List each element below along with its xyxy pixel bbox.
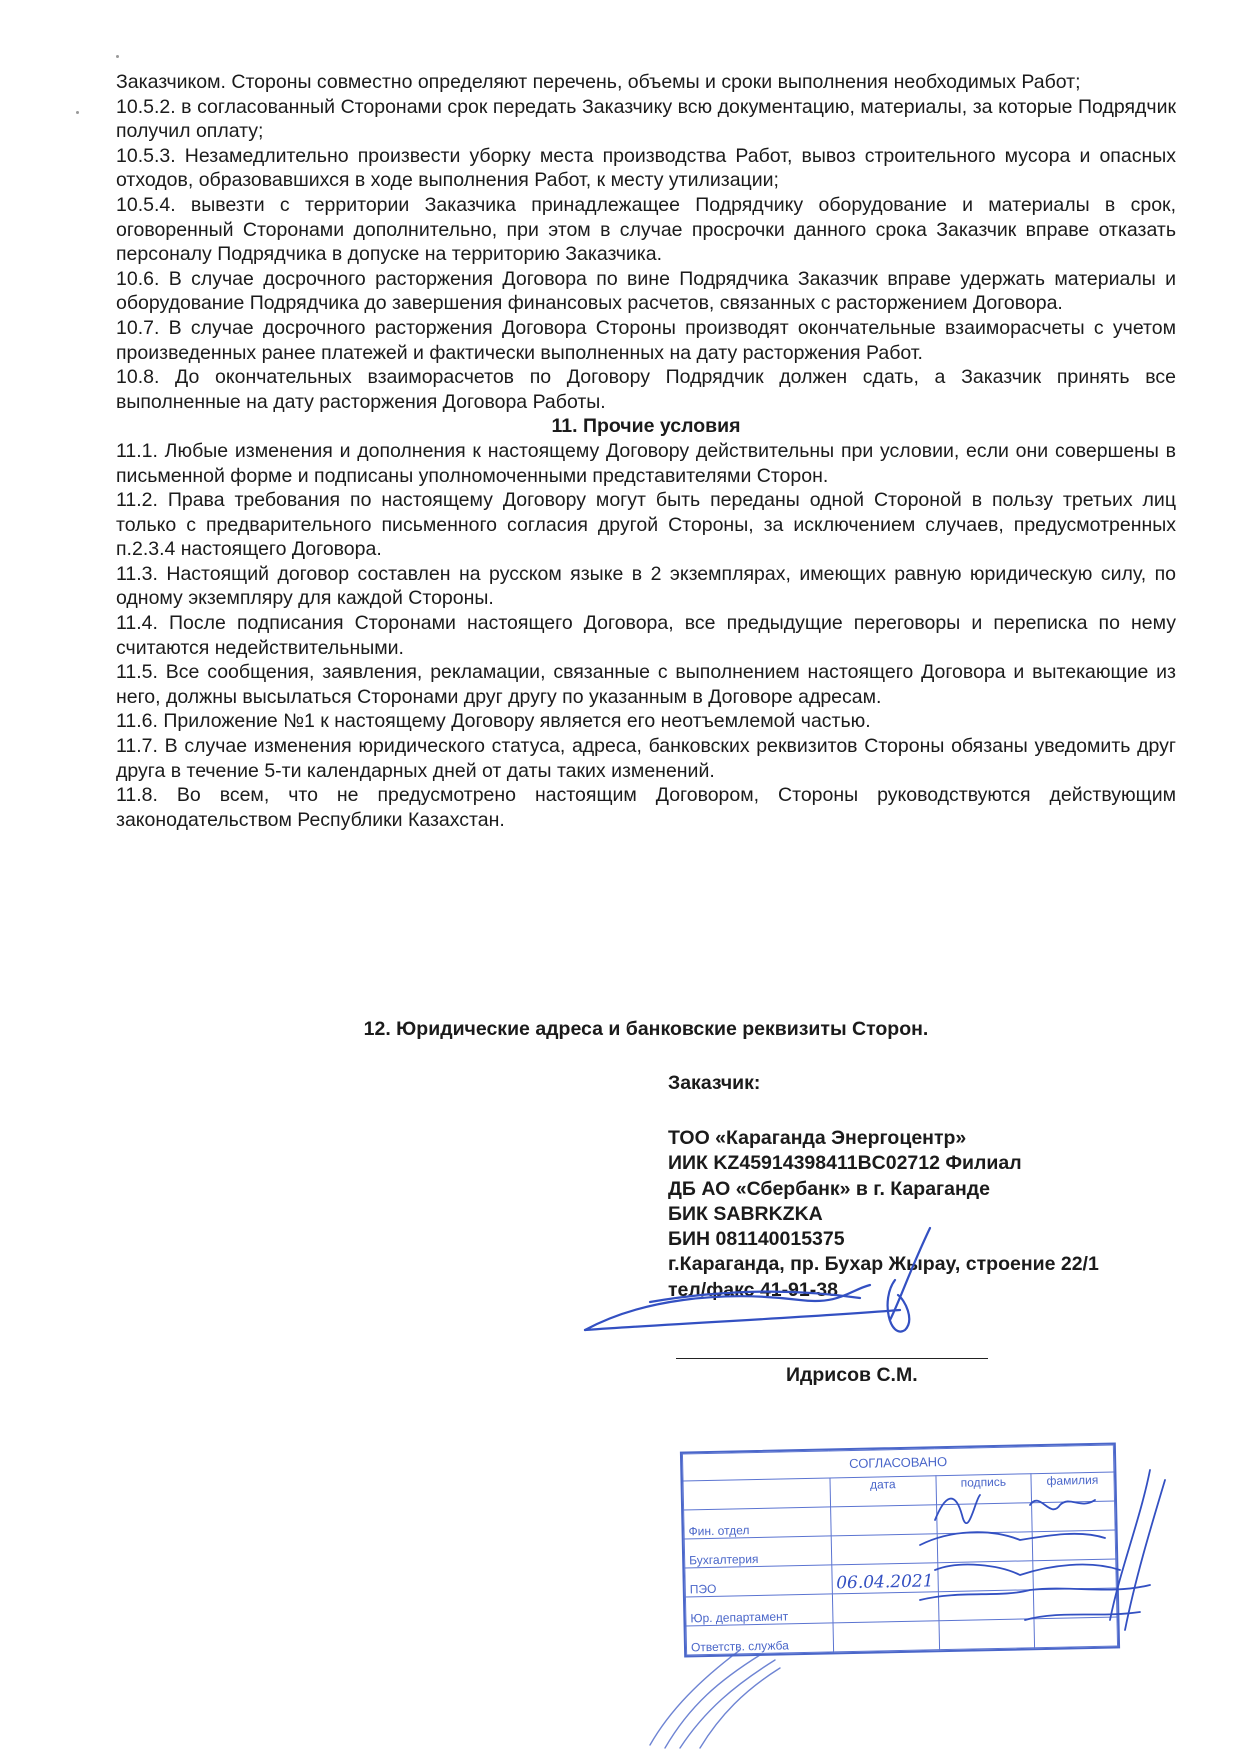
- paragraph: 10.8. До окончательных взаиморасчетов по Договору Подрядчик должен сдать, а Заказчик принять все выполненные на дату расторжения Договора Работы.: [116, 366, 1176, 413]
- stamp-cell: [938, 1560, 1033, 1591]
- stamp-header: фамилия: [1031, 1472, 1115, 1503]
- stamp-row-label: Бухгалтерия: [684, 1536, 831, 1568]
- customer-label: Заказчик:: [668, 1072, 761, 1094]
- handwritten-date: 06.04.2021: [831, 1562, 938, 1593]
- stamp-cell: [1032, 1530, 1116, 1561]
- stamp-row-label: Юр. департамент: [685, 1594, 832, 1626]
- stamp-cell: [832, 1592, 939, 1623]
- stamp-cell: [1031, 1501, 1115, 1532]
- approval-table: [682, 1444, 1118, 1655]
- paragraph: 10.6. В случае досрочного расторжения Договора по вине Подрядчика Заказчик вправе удержать материалы и оборудование Подрядчика до завершения финансовых расчетов, связанных с расторжением Договора.: [116, 267, 1176, 315]
- paragraph: 11.8. Во всем, что не предусмотрено настоящим Договором, Стороны руководствуются действующим законодательством Республики Казахстан.: [116, 784, 1176, 831]
- requisite-line: ИИК KZ45914398411BC02712 Филиал: [668, 1152, 1022, 1175]
- paragraph: 10.5.3. Незамедлительно произвести уборку места производства Работ, вывоз строительного мусора и опасных отходов, образовавшихся в ходе выполнения Работ, к месту утилизации;: [116, 144, 1176, 192]
- requisite-line: ТОО «Караганда Энергоцентр»: [668, 1127, 967, 1149]
- approval-stamp: [680, 1442, 1120, 1657]
- stamp-row-label: Ответств. служба: [686, 1623, 833, 1655]
- faint-ink-scribbles: [650, 1650, 780, 1748]
- stamp-cell: [1033, 1588, 1117, 1619]
- stamp-title: СОГЛАСОВАНО: [682, 1445, 1113, 1481]
- paragraph: 10.7. В случае досрочного расторжения Договора Стороны производят окончательные взаиморасчеты с учетом произведенных ранее платежей и фактически выполненных на дату расторжения Работ.: [116, 316, 1176, 364]
- paragraph: 11.5. Все сообщения, заявления, рекламации, связанные с выполнением настоящего Договора и вытекающие из него, должны высылаться Сторонами друг другу по указанным в Договоре адресам.: [116, 661, 1176, 708]
- scan-speck: [116, 55, 119, 58]
- requisite-line: г.Караганда, пр. Бухар Жырау, строение 22/1: [668, 1253, 1099, 1276]
- stamp-cell: [831, 1533, 938, 1564]
- section-12-title: 12. Юридические адреса и банковские реквизиты Сторон.: [363, 1018, 929, 1040]
- scan-speck: [76, 111, 79, 114]
- stamp-header: [683, 1478, 830, 1510]
- requisite-line: БИН 081140015375: [668, 1228, 845, 1251]
- stamp-cell: [938, 1590, 1033, 1621]
- requisite-line: БИК SABRKZKA: [668, 1202, 823, 1225]
- stamp-cell: [939, 1619, 1034, 1650]
- signer-name: Идрисов С.М.: [786, 1364, 918, 1386]
- paragraph: 10.5.2. в согласованный Сторонами срок передать Заказчику всю документацию, материалы, за которые Подрядчик получил оплату;: [116, 95, 1176, 143]
- stamp-cell: [833, 1621, 940, 1652]
- paragraph: 11.6. Приложение №1 к настоящему Договору является его неотъемлемой частью.: [116, 710, 871, 733]
- contract-text: [116, 70, 1176, 832]
- stamp-cell: [1032, 1559, 1116, 1590]
- stamp-cell: [830, 1504, 937, 1535]
- stamp-header: подпись: [936, 1473, 1031, 1504]
- paragraph: 11.7. В случае изменения юридического статуса, адреса, банковских реквизитов Стороны обязаны уведомить друг друга в течение 5-ти календарных дней от даты таких изменений.: [116, 735, 1176, 782]
- paragraph: 11.1. Любые изменения и дополнения к настоящему Договору действительны при условии, если они совершены в письменной форме и подписаны уполномоченными представителями Сторон.: [116, 439, 1176, 487]
- paragraph: 11.4. После подписания Сторонами настоящего Договора, все предыдущие переговоры и переписка по нему считаются недействительными.: [116, 612, 1176, 659]
- signature-line: [676, 1358, 988, 1359]
- stamp-cell: [936, 1502, 1031, 1533]
- stamp-row-label: Фин. отдел: [684, 1507, 831, 1539]
- paragraph: 10.5.4. вывезти с территории Заказчика принадлежащее Подрядчику оборудование и материалы в срок, оговоренный Сторонами дополнительно, при этом в случае просрочки данного срока Заказчик вправе отказать персоналу Подрядчика в допуске на территорию Заказчика.: [116, 193, 1176, 266]
- stamp-cell: [937, 1531, 1032, 1562]
- customer-requisites: [668, 1126, 1188, 1303]
- paragraph: Заказчиком. Стороны совместно определяют перечень, объемы и сроки выполнения необходимых Работ;: [116, 71, 1081, 93]
- paragraph: 11.3. Настоящий договор составлен на русском языке в 2 экземплярах, имеющих равную юридическую силу, по одному экземпляру для каждой Стороны.: [116, 562, 1176, 610]
- stamp-header: дата: [829, 1475, 936, 1506]
- requisite-line: тел/факс 41-91-38: [668, 1278, 838, 1301]
- stamp-row-label: ПЭО: [685, 1565, 832, 1597]
- requisite-line: ДБ АО «Сбербанк» в г. Караганде: [668, 1177, 991, 1200]
- stamp-cell: [1034, 1617, 1118, 1648]
- paragraph: 11.2. Права требования по настоящему Договору могут быть переданы одной Стороной в пользу третьих лиц только с предварительного письменного согласия другой Стороны, за исключением случаев, предусмотренных п.2.3.4 настоящего Договора.: [116, 489, 1176, 561]
- section-11-title: 11. Прочие условия: [551, 415, 741, 438]
